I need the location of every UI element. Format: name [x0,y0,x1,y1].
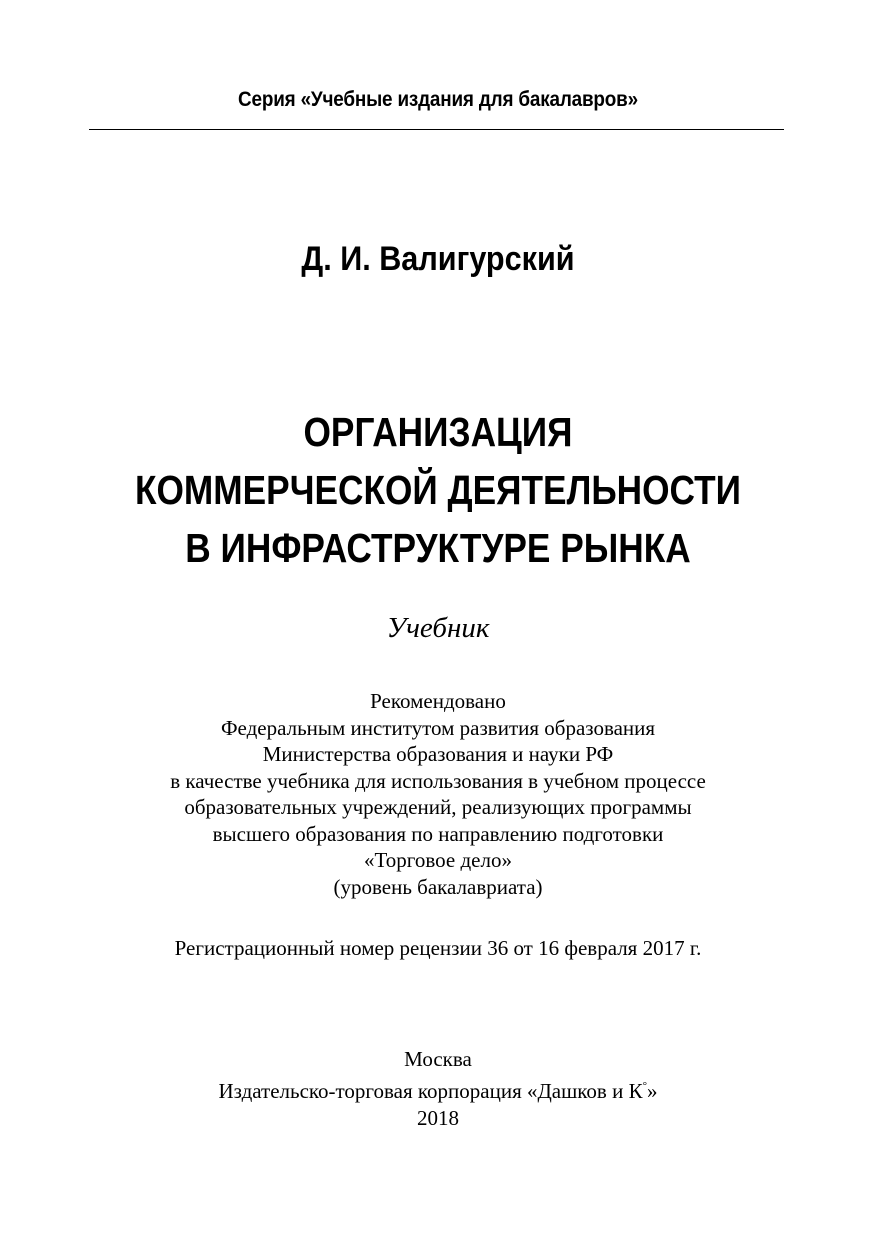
recommendation-block [0,688,876,900]
recommendation-line: Министерства образования и науки РФ [262,742,614,766]
series-heading: Серия «Учебные издания для бакалавров» [238,88,638,111]
recommendation-line: высшего образования по направлению подготовки [212,821,664,846]
title-line: В ИНФРАСТРУКТУРЕ РЫНКА [185,525,691,571]
genre-label: Учебник [386,612,490,644]
imprint-publisher [0,1073,876,1105]
header-divider [89,129,784,130]
imprint-year: 2018 [417,1106,459,1130]
recommendation-line: в качестве учебника для использования в учебном процессе [170,768,706,793]
recommendation-line: «Торговое дело» [364,848,512,872]
recommendation-line: Рекомендовано [370,689,506,713]
recommendation-line: Федеральным институтом развития образования [220,715,656,740]
imprint-city: Москва [404,1047,472,1071]
title-line: КОММЕРЧЕСКОЙ ДЕЯТЕЛЬНОСТИ [134,467,742,513]
publisher-name: Издательско-торговая корпорация «Дашков и К [218,1079,643,1103]
title-line: ОРГАНИЗАЦИЯ [303,409,573,455]
imprint-block [0,1046,876,1132]
recommendation-line: (уровень бакалавриата) [333,874,543,899]
recommendation-line: образовательных учреждений, реализующих программы [184,795,692,819]
publisher-degree-mark: ° [642,1080,647,1092]
author-name: Д. И. Валигурский [301,240,575,278]
publisher-closing-quote: » [647,1079,658,1103]
registration-number: Регистрационный номер рецензии 36 от 16 февраля 2017 г. [174,936,702,960]
book-title [61,403,814,577]
